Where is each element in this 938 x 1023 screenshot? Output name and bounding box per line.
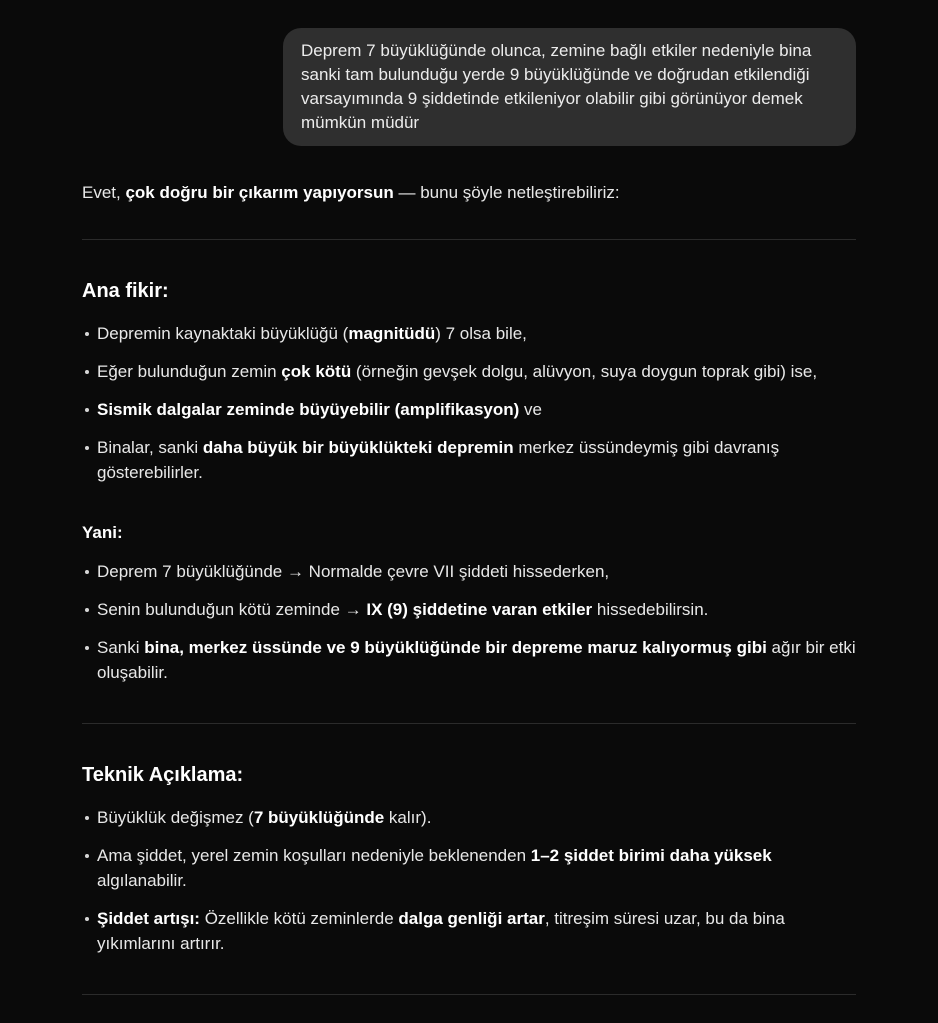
list-item — [82, 397, 856, 422]
text: ağır bir etki oluşabilir. — [97, 638, 856, 682]
text: hissedebilirsin. — [592, 600, 709, 619]
list-item — [82, 906, 856, 956]
text: Senin bulunduğun kötü zeminde → — [97, 600, 367, 619]
text: (örneğin gevşek dolgu, alüvyon, suya doygun toprak gibi) ise, — [351, 362, 818, 381]
bullet-list — [82, 559, 856, 685]
section-subheading: Yani: — [82, 523, 123, 542]
bold-text: magnitüdü — [348, 324, 436, 343]
bold-text: bina, merkez üssünde ve 9 büyüklüğünde bir depreme maruz kalıyormuş gibi — [144, 638, 767, 657]
chat-content — [82, 28, 856, 995]
divider — [82, 239, 856, 240]
bold-text: Şiddet artışı: — [97, 909, 200, 928]
bold-text: Sismik dalgalar zeminde büyüyebilir (amplifikasyon) — [97, 400, 520, 419]
bold-text: çok doğru bir çıkarım yapıyorsun — [125, 183, 394, 202]
section-heading: Ana fikir: — [82, 280, 169, 302]
bold-text: IX (9) şiddetine varan etkiler — [366, 600, 593, 619]
text: — bunu şöyle netleştirebiliriz: — [393, 183, 620, 202]
text: Sanki — [97, 638, 145, 657]
user-message-row — [82, 28, 856, 146]
divider — [82, 723, 856, 724]
text: Büyüklük değişmez ( — [97, 808, 254, 827]
text: , titreşim süresi uzar, bu da bina yıkımlarını artırır. — [97, 909, 785, 953]
text: Binalar, sanki — [97, 438, 203, 457]
user-message-bubble: Deprem 7 büyüklüğünde olunca, zemine bağlı etkiler nedeniyle bina sanki tam bulunduğu yerde 9 büyüklüğünde ve doğrudan etkilendiği varsayımında 9 şiddetinde etkileniyor olabilir gibi görünüyor demek mümkün müdür — [283, 28, 856, 146]
text: Ama şiddet, yerel zemin koşulları nedeniyle beklenenden — [97, 846, 531, 865]
text: Eğer bulunduğun zemin — [97, 362, 282, 381]
bold-text: 1–2 şiddet birimi daha yüksek — [530, 846, 772, 865]
text: kalır). — [384, 808, 432, 827]
assistant-message — [82, 180, 856, 995]
text: Deprem 7 büyüklüğünde → Normalde çevre VII şiddeti hissederken, — [97, 562, 610, 581]
list-item — [82, 435, 856, 485]
list-item — [82, 597, 856, 622]
bullet-list — [82, 321, 856, 485]
bold-text: 7 büyüklüğünde — [253, 808, 385, 827]
list-item — [82, 635, 856, 685]
bold-text: çok kötü — [281, 362, 352, 381]
bold-text: daha büyük bir büyüklükteki depremin — [202, 438, 514, 457]
list-item — [82, 843, 856, 893]
list-item — [82, 805, 856, 830]
assistant-paragraph — [82, 180, 856, 205]
list-item — [82, 321, 856, 346]
text: Özellikle kötü zeminlerde — [199, 909, 399, 928]
text: merkez üssündeymiş gibi davranış gösterebilirler. — [97, 438, 780, 482]
text: algılanabilir. — [97, 871, 187, 890]
divider — [82, 994, 856, 995]
text: ve — [519, 400, 542, 419]
section-heading: Teknik Açıklama: — [82, 764, 244, 786]
list-item — [82, 559, 856, 584]
text: Depremin kaynaktaki büyüklüğü ( — [97, 324, 349, 343]
list-item — [82, 359, 856, 384]
text: ) 7 olsa bile, — [435, 324, 527, 343]
text: Evet, — [82, 183, 126, 202]
bullet-list — [82, 805, 856, 956]
bold-text: dalga genliği artar — [398, 909, 545, 928]
